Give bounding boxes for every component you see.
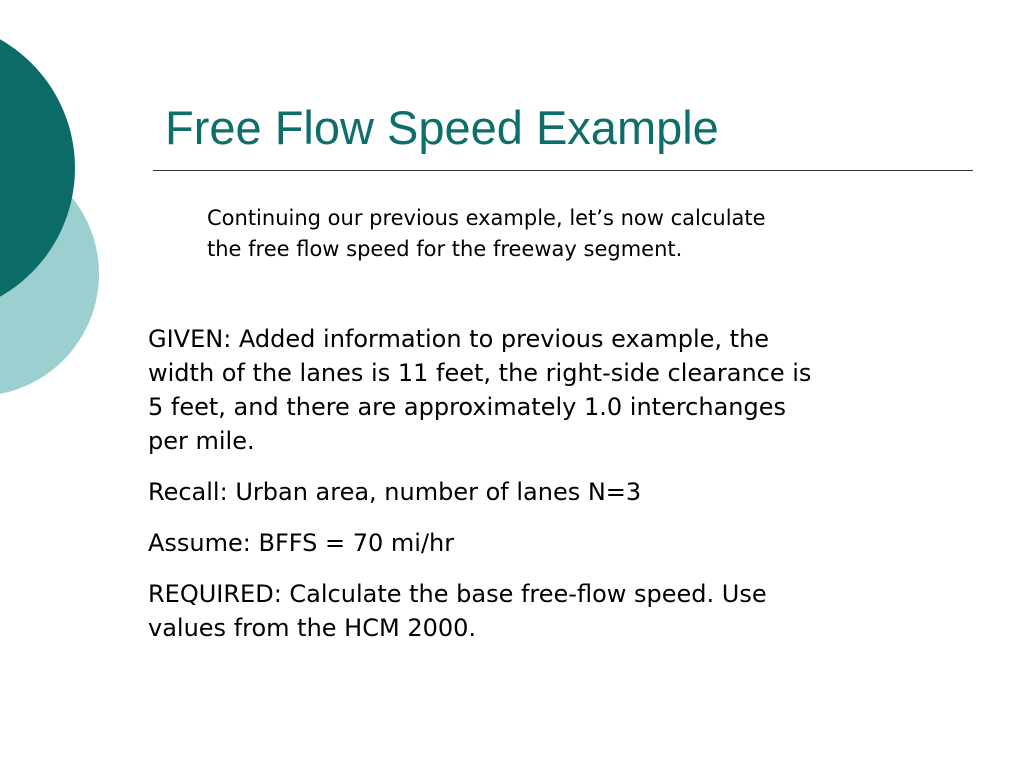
body-content — [148, 322, 978, 662]
text-line: REQUIRED: Calculate the base free-flow speed. Use — [148, 580, 767, 608]
given-paragraph — [148, 322, 978, 458]
text-line: values from the HCM 2000. — [148, 614, 477, 642]
intro-text — [207, 203, 907, 265]
intro-line: the free flow speed for the freeway segment. — [207, 237, 683, 261]
text-line: Recall: Urban area, number of lanes N=3 — [148, 478, 642, 506]
title-divider — [153, 170, 973, 171]
recall-paragraph — [148, 475, 978, 509]
assume-paragraph — [148, 526, 978, 560]
text-line: 5 feet, and there are approximately 1.0 interchanges — [148, 393, 787, 421]
text-line: GIVEN: Added information to previous example, the — [148, 325, 770, 353]
text-line: width of the lanes is 11 feet, the right-side clearance is — [148, 359, 812, 387]
text-line: Assume: BFFS = 70 mi/hr — [148, 529, 455, 557]
intro-line: Continuing our previous example, let’s now calculate — [207, 206, 766, 230]
text-line: per mile. — [148, 427, 255, 455]
slide-title: Free Flow Speed Example — [165, 101, 719, 154]
required-paragraph — [148, 577, 978, 645]
